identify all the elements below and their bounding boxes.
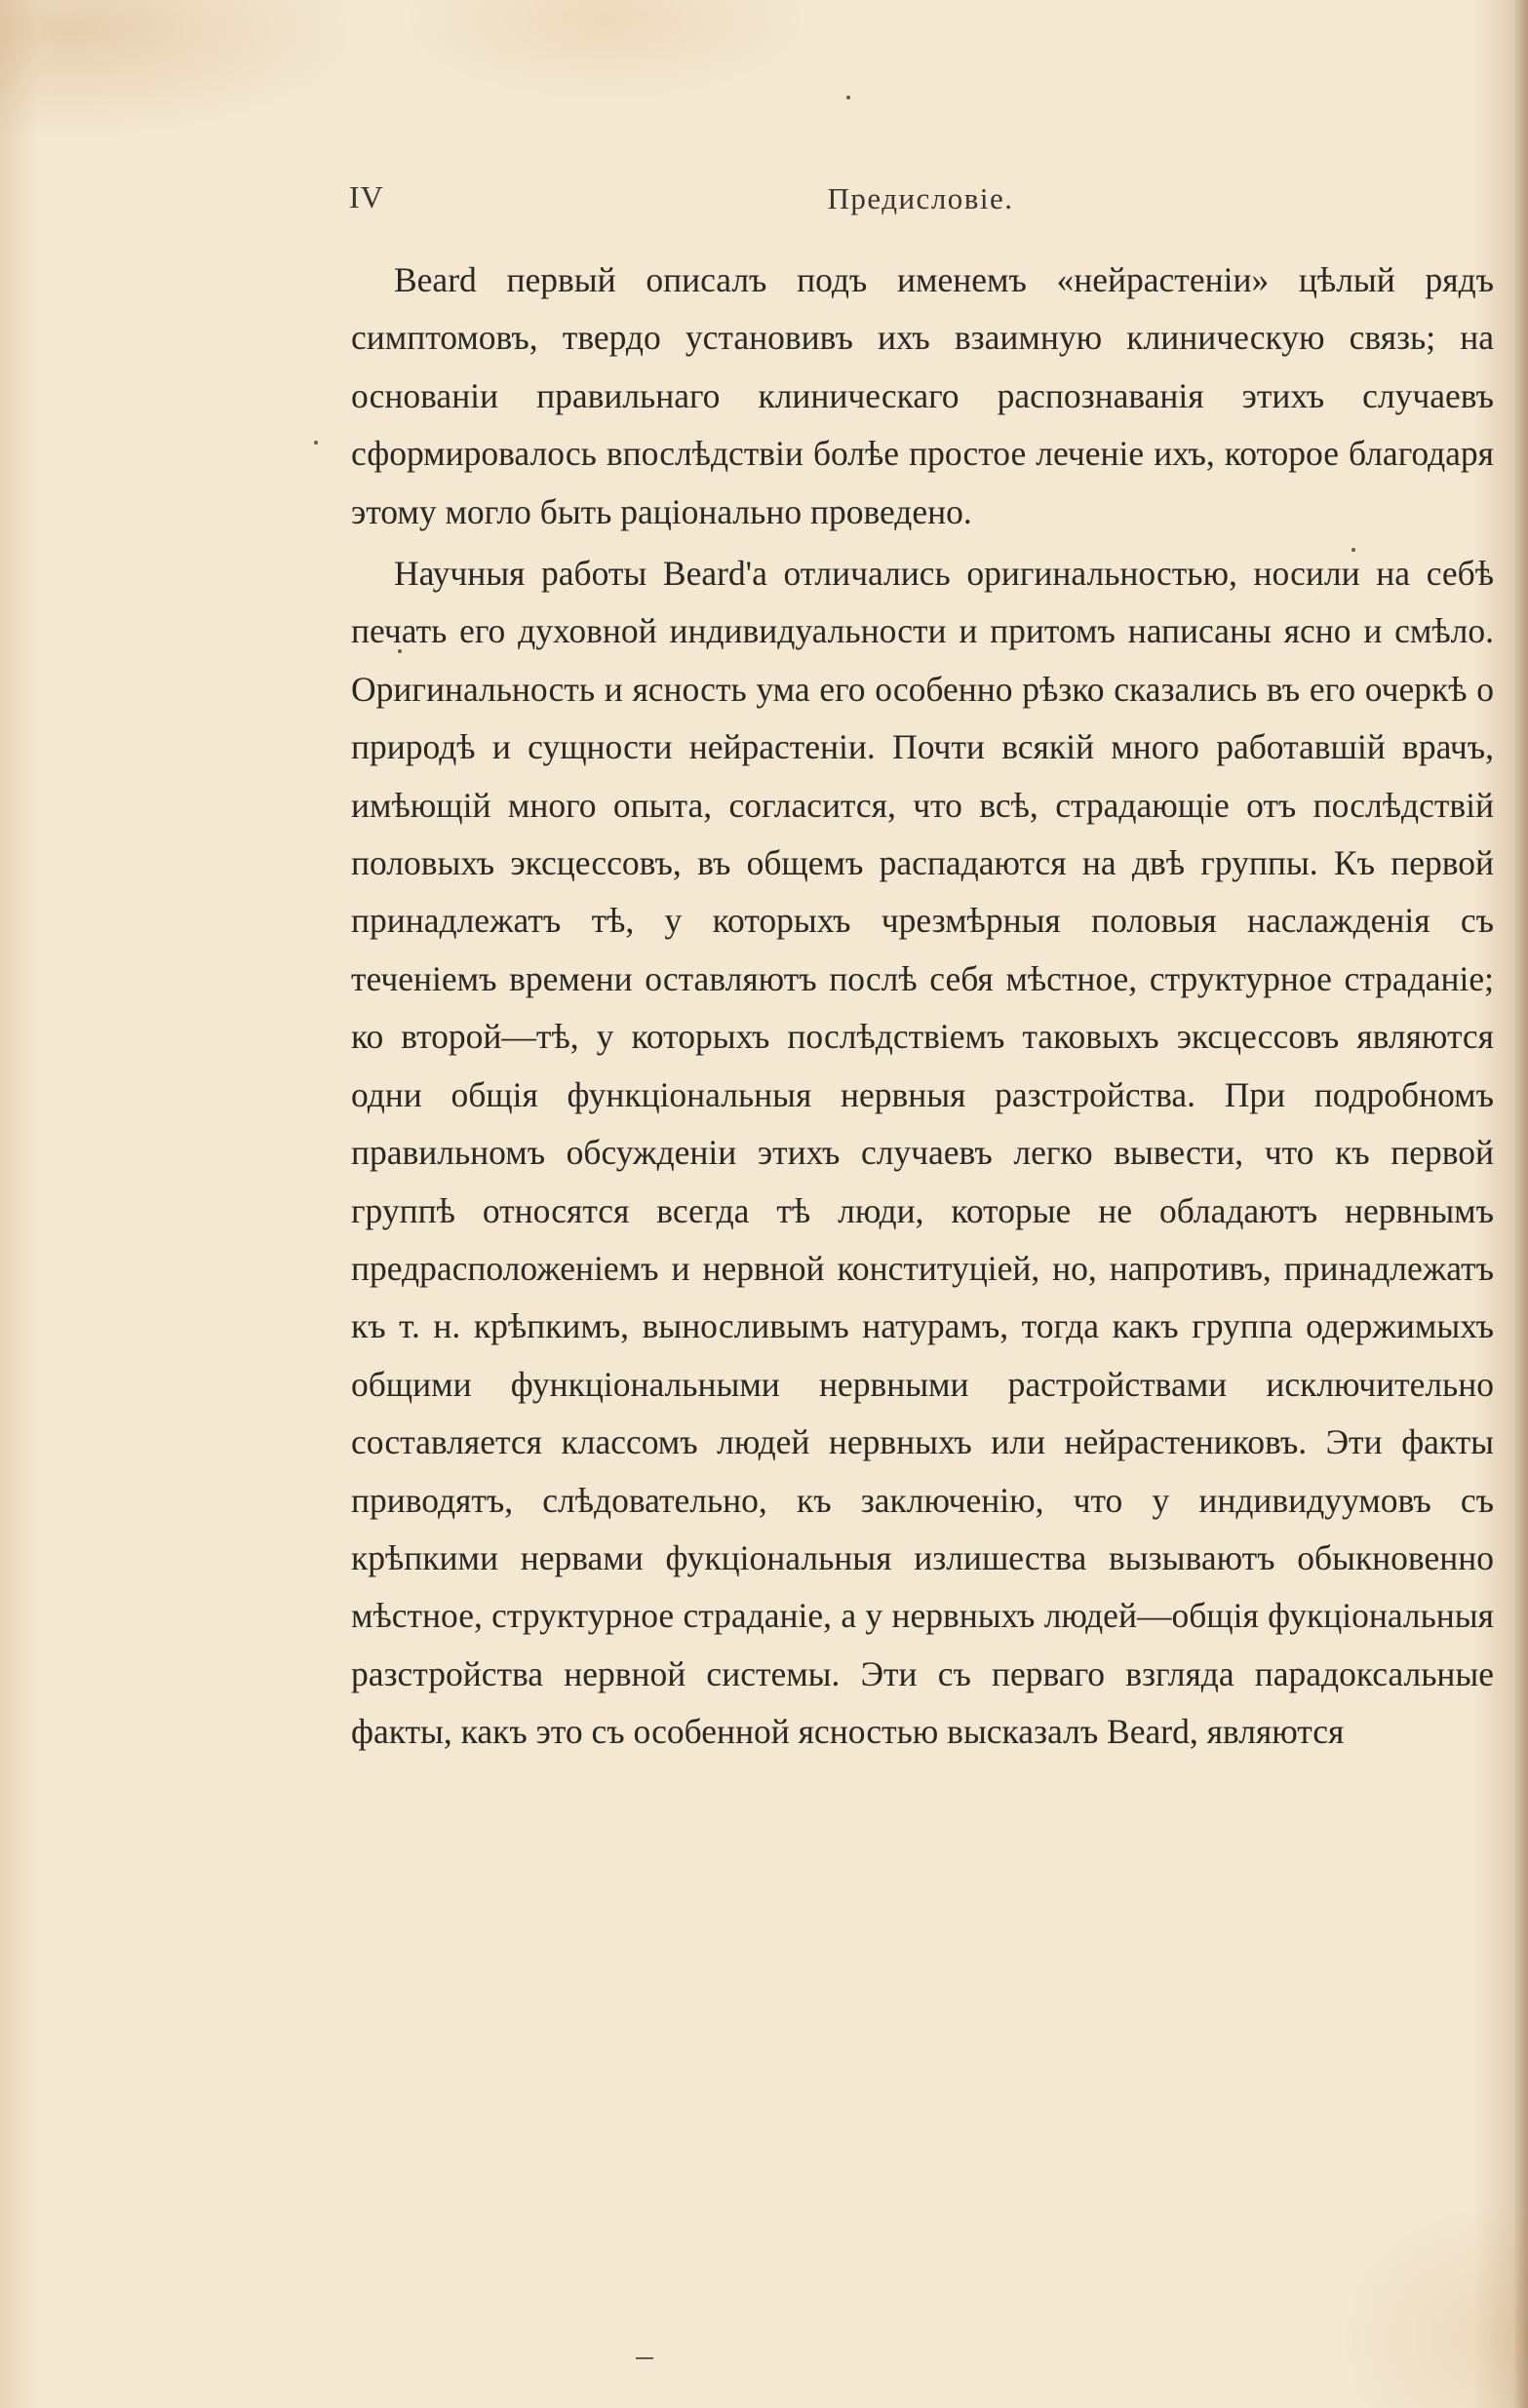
page-edge-shadow (1514, 0, 1528, 2408)
page-speck (846, 96, 850, 99)
page-header (349, 174, 1492, 222)
page-speck (314, 441, 318, 445)
body-text (351, 252, 1494, 1762)
paragraph: Beard первый описалъ подъ именемъ «нейрастеніи» цѣлый рядъ симптомовъ, твердо установивъ ихъ взаимную клиническую связь; на основаніи правильнаго клиническаго распознаванія этихъ случаевъ сформировалось впослѣдствіи болѣе простое леченіе ихъ, которое благодаря этому могло быть раціонально проведено. (351, 260, 1494, 531)
page-number: IV (349, 179, 384, 214)
page-mark (636, 2357, 653, 2359)
paragraph: Научныя работы Beard'а отличались оригинальностью, носили на себѣ печать его духовной индивидуальности и притомъ написаны ясно и смѣло. Оригинальность и ясность ума его особенно рѣзко сказались въ его очеркѣ о природѣ и сущности нейрастеніи. Почти всякій много работавшій врачъ, имѣющій много опыта, согласится, что всѣ, страдающіе отъ послѣдствій половыхъ эксцессовъ, въ общемъ распадаются на двѣ группы. Къ первой принадлежатъ тѣ, у которыхъ чрезмѣрныя половыя наслажденія съ теченіемъ времени оставляютъ послѣ себя мѣстное, структурное страданіе; ко второй—тѣ, у которыхъ послѣдствіемъ таковыхъ эксцессовъ являются одни общія функціональныя нервныя разстройства. При подробномъ правильномъ обсужденіи этихъ случаевъ легко вывести, что къ первой группѣ относятся всегда тѣ люди, которые не обладаютъ нервнымъ предрасположеніемъ и нервной конституціей, но, напротивъ, принадлежатъ къ т. н. крѣпкимъ, выносливымъ натурамъ, тогда какъ группа одержимыхъ общими функціональными нервными растройствами исключительно составляется классомъ людей нервныхъ или нейрастениковъ. Эти факты приводятъ, слѣдовательно, къ заключенію, что у индивидуумовъ съ крѣпкими нервами фукціональныя излишества вызываютъ обыкновенно мѣстное, структурное страданіе, а у нервныхъ людей—общія фукціональныя разстройства нервной системы. Эти съ перваго взгляда парадоксальные факты, какъ это съ особенной ясностью высказалъ Beard, являются (351, 554, 1494, 1752)
running-head: Предисловіе. (827, 181, 1014, 215)
